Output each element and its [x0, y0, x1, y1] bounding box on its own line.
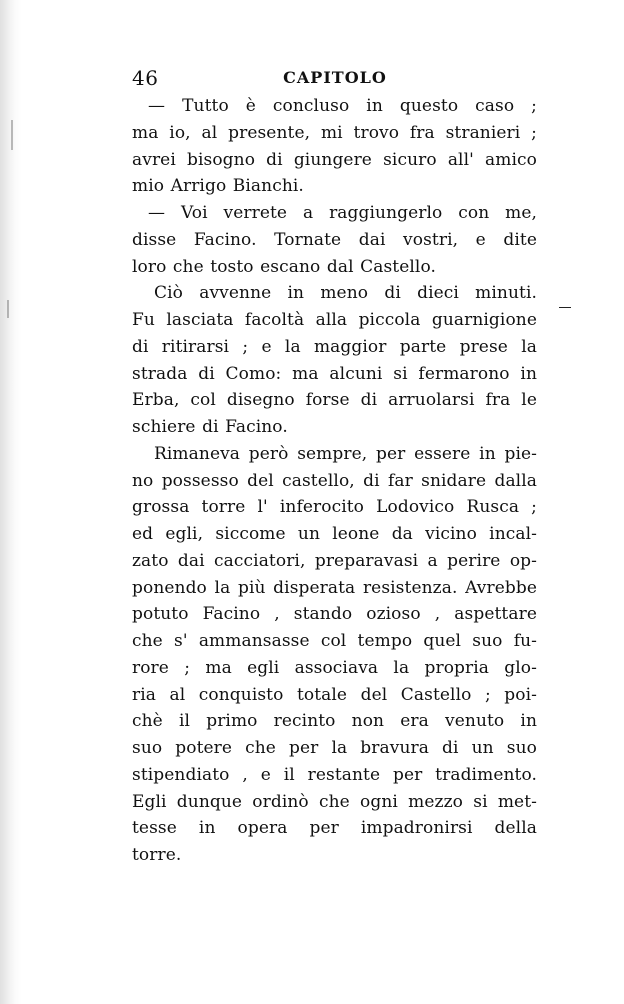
- text-line: stipendiato , e il restante per tradimento.: [132, 764, 537, 785]
- page-header: [132, 66, 537, 96]
- text-line: Ciò avvenne in meno di dieci minuti.: [154, 283, 537, 304]
- text-line: — Tutto è concluso in questo caso ;: [148, 96, 537, 116]
- text-line: schiere di Facino.: [132, 417, 288, 437]
- text-line: che s' ammansasse col tempo quel suo fu-: [132, 631, 537, 651]
- text-line: grossa torre l' inferocito Lodovico Rusca ;: [132, 497, 537, 518]
- text-line: no possesso del castello, di far snidare dalla: [132, 470, 537, 491]
- text-line: mio Arrigo Bianchi.: [132, 176, 304, 197]
- text-line: disse Facino. Tornate dai vostri, e dite: [132, 229, 537, 250]
- text-line: Fu lasciata facoltà alla piccola guarnigione: [132, 310, 537, 330]
- scan-artifact: [11, 120, 13, 150]
- text-line: suo potere che per la bravura di un suo: [132, 738, 537, 758]
- text-line: zato dai cacciatori, preparavasi a perire op-: [132, 550, 537, 571]
- text-line: ria al conquisto totale del Castello ; poi-: [132, 684, 537, 705]
- text-line: Rimaneva però sempre, per essere in pie-: [154, 443, 537, 464]
- text-line: avrei bisogno di giungere sicuro all' amico: [132, 149, 537, 170]
- text-line: potuto Facino , stando ozioso , aspettare: [132, 604, 537, 625]
- text-line: strada di Como: ma alcuni si fermarono in: [132, 363, 537, 384]
- text-line: ma io, al presente, mi trovo fra stranieri ;: [132, 122, 537, 143]
- text-line: rore ; ma egli associava la propria glo-: [132, 657, 537, 678]
- text-line: Egli dunque ordinò che ogni mezzo si met-: [132, 791, 537, 812]
- text-line: Erba, col disegno forse di arruolarsi fra le: [132, 390, 537, 411]
- text-line: chè il primo recinto non era venuto in: [132, 711, 537, 732]
- text-line: torre.: [132, 845, 182, 865]
- text-line: — Voi verrete a raggiungerlo con me,: [148, 203, 537, 223]
- body-text: [132, 93, 537, 869]
- text-line: ponendo la più disperata resistenza. Avrebbe: [132, 577, 537, 598]
- text-line: ed egli, siccome un leone da vicino incal-: [132, 524, 537, 544]
- text-line: di ritirarsi ; e la maggior parte prese la: [132, 336, 537, 357]
- text-line: tesse in opera per impadronirsi della: [132, 818, 537, 839]
- scan-artifact: [7, 300, 9, 318]
- running-head: CAPITOLO: [283, 68, 387, 87]
- page-number: 46: [132, 66, 159, 90]
- text-line: loro che tosto escano dal Castello.: [132, 256, 436, 277]
- margin-dash: [559, 307, 571, 308]
- binding-shadow: [0, 0, 22, 1004]
